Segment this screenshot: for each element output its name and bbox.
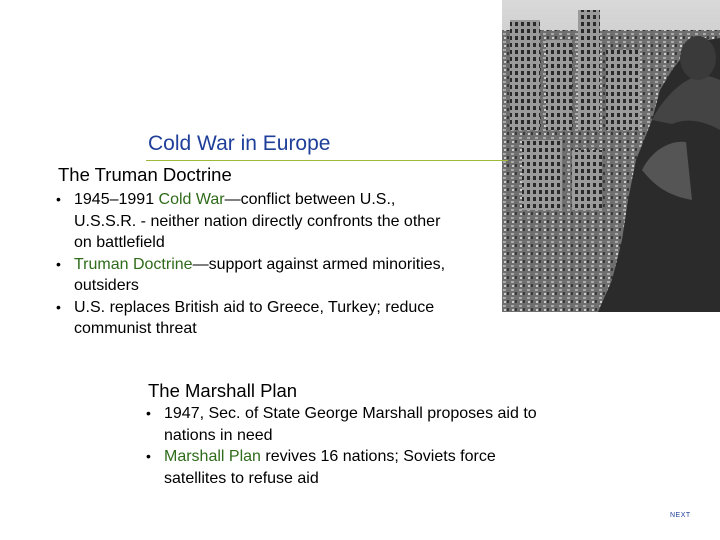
truman-bullet-1: • 1945–1991 Cold War—conflict between U.S., U.S.S.R. - neither nation directly confronts the other on battlefield: [56, 189, 456, 254]
slide-title: Cold War in Europe: [148, 132, 331, 155]
ruins-photo-icon: [502, 0, 720, 312]
truman-heading: The Truman Doctrine: [58, 164, 232, 185]
title-underline: [146, 160, 508, 161]
marshall-bullet-1: • 1947, Sec. of State George Marshall proposes aid to nations in need: [146, 403, 556, 446]
bombed-city-photo: [502, 0, 720, 312]
next-link[interactable]: NEXT: [670, 512, 691, 519]
marshall-heading: The Marshall Plan: [148, 380, 298, 401]
marshall-bullet-2: • Marshall Plan revives 16 nations; Soviets force satellites to refuse aid: [146, 446, 556, 489]
truman-bullet-list: [56, 189, 456, 340]
truman-bullet-2: • Truman Doctrine—support against armed minorities, outsiders: [56, 254, 456, 297]
truman-bullet-3: • U.S. replaces British aid to Greece, Turkey; reduce communist threat: [56, 297, 456, 340]
marshall-bullet-list: [146, 403, 556, 489]
